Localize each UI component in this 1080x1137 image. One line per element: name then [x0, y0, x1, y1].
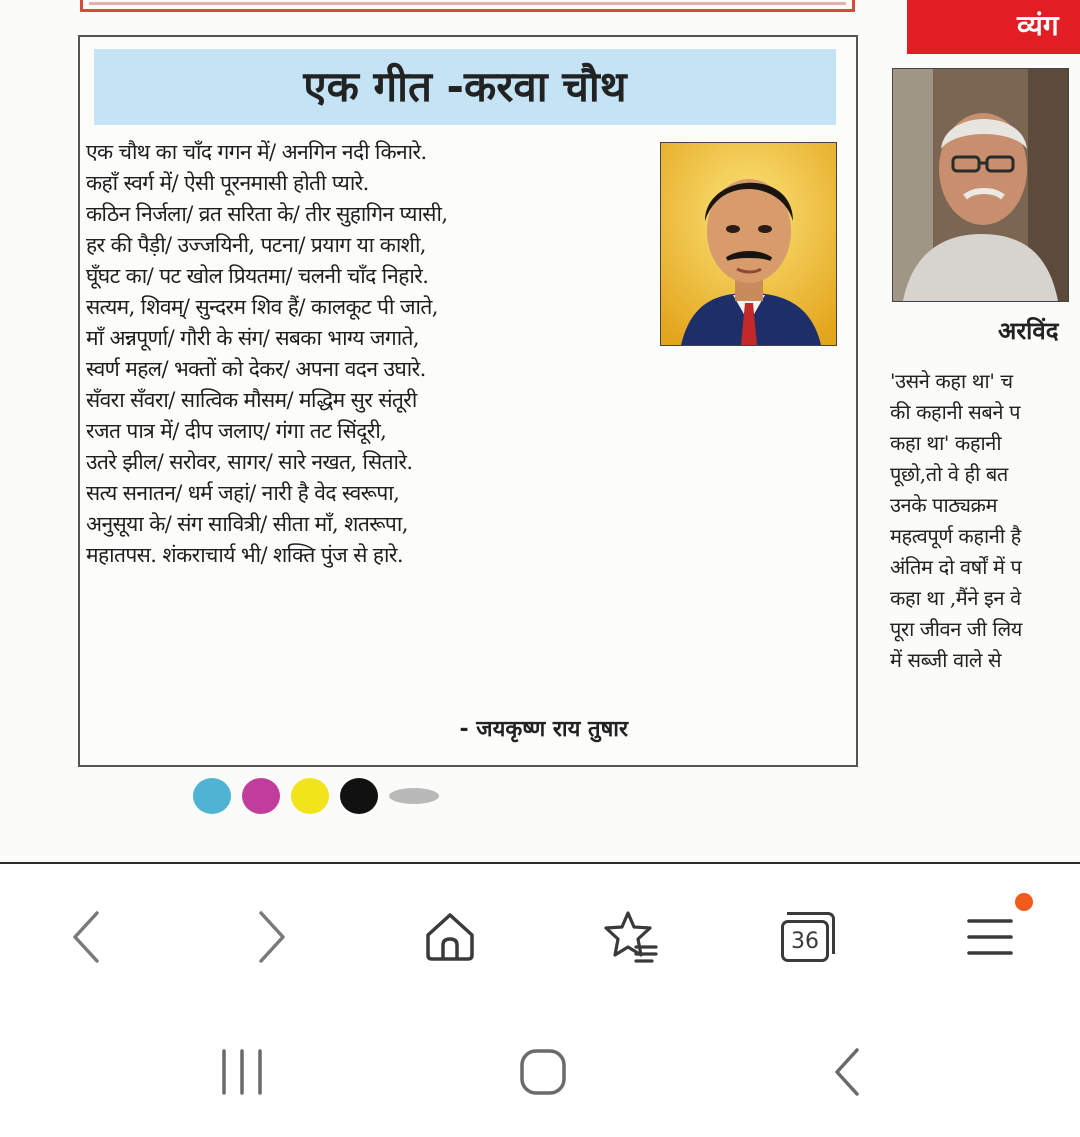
- side-article-line: पूरा जीवन जी लिय: [890, 617, 1022, 641]
- columnist-photo: [892, 68, 1069, 302]
- registration-dot-black: [340, 778, 378, 814]
- registration-dot-magenta: [242, 778, 280, 814]
- poem-title: एक गीत -करवा चौथ: [94, 49, 836, 125]
- recents-button[interactable]: [192, 1032, 292, 1112]
- tab-count: 36: [791, 928, 819, 954]
- side-article-line: पूछो,तो वे ही बत: [890, 462, 1008, 486]
- forward-button[interactable]: [226, 892, 316, 982]
- chevron-left-icon: [67, 909, 107, 965]
- tabs-icon-front-frame: [781, 920, 829, 962]
- recents-icon: [218, 1049, 266, 1095]
- columnist-photo-illustration: [893, 69, 1068, 301]
- back-button[interactable]: [42, 892, 132, 982]
- side-article-line: में सब्जी वाले से: [890, 648, 1002, 672]
- poem-line: घूँघट का/ पट खोल प्रियतमा/ चलनी चाँद निहारे.: [86, 264, 429, 288]
- side-article-line: कहा था' कहानी: [890, 431, 1002, 455]
- frame-inner-line: [89, 2, 846, 5]
- home-button[interactable]: [405, 892, 495, 982]
- side-article-line: की कहानी सबने प: [890, 400, 1021, 424]
- poem-line: कहाँ स्वर्ग में/ ऐसी पूरनमासी होती प्यारे.: [86, 171, 369, 195]
- poem-line: सत्यम, शिवम्/ सुन्दरम शिव हैं/ कालकूट पी जाते,: [86, 295, 438, 319]
- side-article-line: कहा था ,मैंने इन वे: [890, 586, 1021, 610]
- bookmarks-button[interactable]: [585, 892, 675, 982]
- poet-photo-illustration: [661, 143, 836, 345]
- home-icon: [422, 911, 478, 963]
- home-square-icon: [518, 1047, 568, 1097]
- poem-line: अनुसूया के/ संग सावित्री/ सीता माँ, शतरूपा,: [86, 512, 408, 536]
- poem-line: स्वर्ण महल/ भक्तों को देकर/ अपना वदन उघारे.: [86, 357, 426, 381]
- notification-dot: [1015, 893, 1033, 911]
- poem-line: महातपस. शंकराचार्य भी/ शक्ति पुंज से हारे.: [86, 543, 403, 567]
- poem-line: सँवरा सँवरा/ सात्विक मौसम/ मद्धिम सुर संतूरी: [86, 388, 417, 412]
- poet-photo: [660, 142, 837, 346]
- hamburger-menu-icon: [965, 915, 1015, 959]
- side-article-line: अंतिम दो वर्षों में प: [890, 555, 1022, 579]
- tabs-button[interactable]: [765, 892, 855, 982]
- system-home-button[interactable]: [493, 1032, 593, 1112]
- poem-line: हर की पैड़ी/ उज्जयिनी, पटना/ प्रयाग या काशी,: [86, 233, 426, 257]
- back-chevron-icon: [831, 1046, 863, 1098]
- chevron-right-icon: [251, 909, 291, 965]
- side-article-body: [890, 366, 1080, 676]
- poem-line: माँ अन्नपूर्णा/ गौरी के संग/ सबका भाग्य जगाते,: [86, 326, 420, 350]
- side-article-author: अरविंद: [998, 317, 1059, 345]
- tabs-icon: [781, 912, 839, 962]
- poem-author: - जयकृष्ण राय तुषार: [459, 717, 628, 742]
- poem-line: कठिन निर्जला/ व्रत सरिता के/ तीर सुहागिन प्यासी,: [86, 202, 448, 226]
- system-navigation-bar: [0, 1010, 1080, 1137]
- side-article-line: उनके पाठ्यक्रम: [890, 493, 998, 517]
- registration-dot-yellow: [291, 778, 329, 814]
- side-article-line: महत्वपूर्ण कहानी है: [890, 524, 1021, 548]
- print-registration-marks: [193, 778, 453, 814]
- system-back-button[interactable]: [797, 1032, 897, 1112]
- poem-line: उतरे झील/ सरोवर, सागर/ सारे नखत, सितारे.: [86, 450, 413, 474]
- poem-line: सत्य सनातन/ धर्म जहां/ नारी है वेद स्वरूपा,: [86, 481, 400, 505]
- registration-dot-gray: [389, 788, 439, 804]
- section-label: व्यंग: [907, 0, 1080, 54]
- poem-line: एक चौथ का चाँद गगन में/ अनगिन नदी किनारे.: [86, 140, 427, 164]
- side-article-line: 'उसने कहा था' च: [890, 369, 1013, 393]
- previous-article-frame: [80, 0, 855, 12]
- registration-dot-cyan: [193, 778, 231, 814]
- poem-body: [86, 137, 646, 571]
- poem-line: रजत पात्र में/ दीप जलाए/ गंगा तट सिंदूरी,: [86, 419, 387, 443]
- browser-toolbar: [0, 864, 1080, 1010]
- star-list-icon: [600, 909, 660, 965]
- poem-article: [78, 35, 858, 767]
